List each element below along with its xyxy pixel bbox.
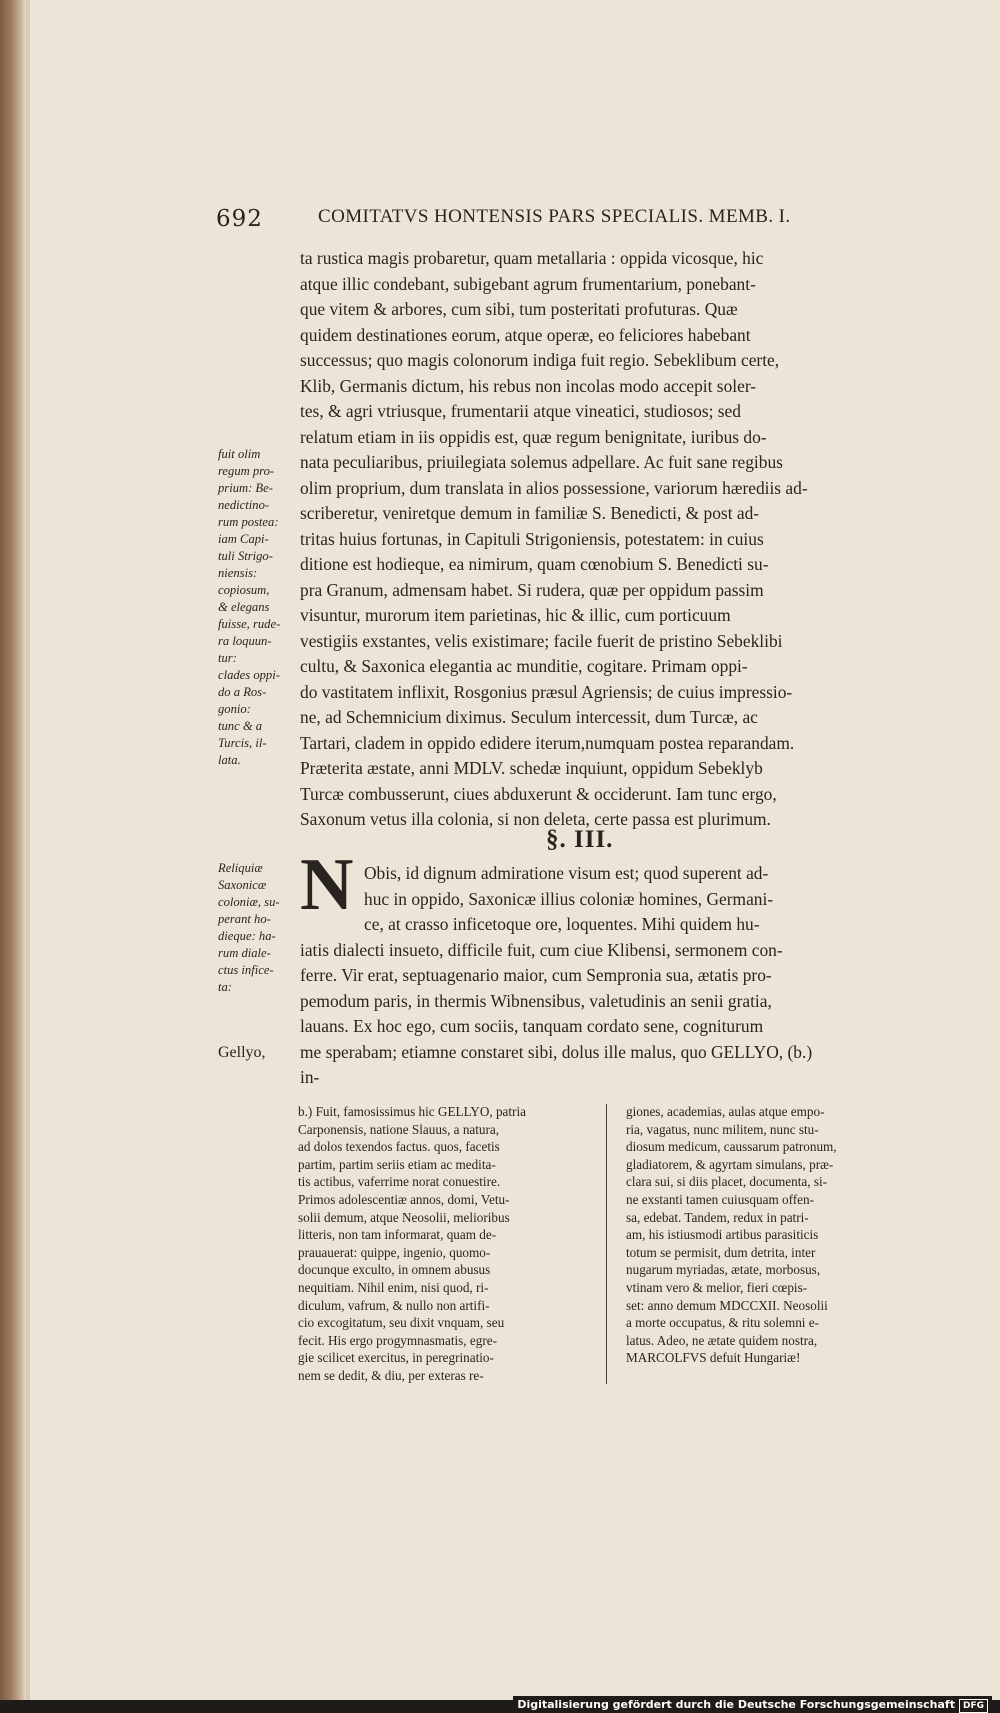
text-line: ta rustica magis probaretur, quam metallaria : oppida vicosque, hic <box>300 248 764 268</box>
text-line: scriberetur, veniretque demum in familiæ S. Benedicti, & post ad- <box>300 503 760 523</box>
page-number: 692 <box>216 206 263 232</box>
text-line: nedictino- <box>218 498 270 512</box>
text-line: a morte occupatus, & ritu solemni e- <box>626 1315 819 1331</box>
text-line: huc in oppido, Saxonicæ illius coloniæ homines, Germani- <box>364 888 774 909</box>
text-line: perant ho- <box>218 912 271 926</box>
text-line: iam Capi- <box>218 532 269 546</box>
text-line: prauauerat: quippe, ingenio, quomo- <box>298 1244 491 1260</box>
text-line: olim proprium, dum translata in alios possessione, variorum hærediis ad- <box>300 477 808 498</box>
text-line: lauans. Ex hoc ego, cum sociis, tanquam cordato sene, cogniturum <box>300 1016 764 1036</box>
text-line: Saxonum vetus illa colonia, si non deleta, certe passa est plurimum. <box>300 809 771 829</box>
text-line: atque illic condebant, subigebant agrum frumentarium, ponebant- <box>300 273 756 294</box>
drop-cap: N <box>300 844 354 926</box>
text-line: tes, & agri vtriusque, frumentarii atque vineatici, studiosos; sed <box>300 401 741 421</box>
dfg-logo: DFG <box>959 1699 988 1713</box>
text-line: visuntur, murorum item parietinas, hic & illic, cum porticuum <box>300 605 731 625</box>
text-line: tur: <box>218 651 237 665</box>
text-line: giones, academias, aulas atque empo- <box>626 1104 825 1119</box>
text-line: ta: <box>218 980 232 994</box>
text-line: vestigiis exstantes, velis existimare; facile fuerit de pristino Sebeklibi <box>300 630 783 651</box>
text-line: relatum etiam in iis oppidis est, quæ regum benignitate, iuribus do- <box>300 426 767 447</box>
text-line: nem se dedit, & diu, per exteras re- <box>298 1367 484 1383</box>
text-line: nata peculiaribus, priuilegiata solemus adpellare. Ac fuit sane regibus <box>300 452 783 472</box>
text-line: clara sui, si diis placet, documenta, si- <box>626 1174 828 1190</box>
text-line: ne exstanti tamen cuiusquam offen- <box>626 1191 814 1207</box>
text-line: totum se permisit, dum detrita, inter <box>626 1244 816 1260</box>
text-line: rum diale- <box>218 946 271 960</box>
book-spine <box>0 0 26 1700</box>
text-line: niensis: <box>218 566 258 580</box>
text-line: fecit. His ergo progymnasmatis, egre- <box>298 1332 497 1348</box>
text-line: diculum, vafrum, & nullo non artifi- <box>298 1297 490 1313</box>
text-line: MARCOLFVS defuit Hungariæ! <box>626 1350 801 1366</box>
main-text-block-2 <box>300 861 906 1091</box>
text-line: pemodum paris, in thermis Wibnensibus, valetudinis an senii gratia, <box>300 990 772 1011</box>
text-line: solii demum, atque Neosolii, melioribus <box>298 1209 510 1225</box>
main-text-block-1 <box>300 246 906 833</box>
text-line: rum postea: <box>218 515 279 529</box>
text-line: do vastitatem inflixit, Rosgonius præsul Agriensis; de cuius impressio- <box>300 681 793 702</box>
text-line: docunque exculto, in omnem abusus <box>298 1262 491 1278</box>
text-line: fuisse, rude- <box>218 617 281 631</box>
text-line: Turcis, il- <box>218 736 267 750</box>
text-line: sa, edebat. Tandem, redux in patri- <box>626 1209 809 1225</box>
text-line: gonio: <box>218 702 251 716</box>
text-line: dieque: ha- <box>218 929 276 943</box>
margin-note-3: Gellyo, <box>218 1044 266 1061</box>
text-line: am, his istiusmodi artibus parasiticis <box>626 1227 819 1243</box>
text-line: Obis, id dignum admiratione visum est; quod superent ad- <box>364 863 769 883</box>
text-line: clades oppi- <box>218 668 280 682</box>
text-line: Saxonicæ <box>218 878 267 892</box>
text-line: b.) Fuit, famosissimus hic GELLYO, patria <box>298 1104 526 1119</box>
footnote-left-column <box>298 1103 602 1385</box>
text-line: nequitiam. Nihil enim, nisi quod, ri- <box>298 1279 489 1295</box>
text-line: successus; quo magis colonorum indiga fuit regio. Sebeklibum certe, <box>300 350 780 370</box>
text-line: & elegans <box>218 600 270 614</box>
credit-text: Digitalisierung gefördert durch die Deutsche Forschungsgemeinschaft <box>517 1698 955 1711</box>
text-line: vtinam vero & melior, fieri cœpis- <box>626 1279 808 1295</box>
text-line: latus. Adeo, ne ætate quidem nostra, <box>626 1332 818 1348</box>
text-line: ferre. Vir erat, septuagenario maior, cum Sempronia sua, ætatis pro- <box>300 965 772 985</box>
digitization-credit <box>513 1696 992 1713</box>
text-line: quidem destinationes eorum, atque operæ, eo feliciores habebant <box>300 324 751 345</box>
text-line: do a Ros- <box>218 685 267 699</box>
footnote-right-column <box>626 1103 916 1367</box>
text-line: iatis dialecti insueto, difficile fuit, cum ciue Klibensi, sermonem con- <box>300 939 783 960</box>
text-line: copiosum, <box>218 583 270 597</box>
text-line: Primos adolescentiæ annos, domi, Vetu- <box>298 1191 510 1207</box>
text-line: prium: Be- <box>218 481 273 495</box>
text-line: partim, partim seriis etiam ac medita- <box>298 1156 496 1172</box>
text-line: ctus infice- <box>218 963 274 977</box>
text-line: ra loquun- <box>218 634 272 648</box>
text-line: Tartari, cladem in oppido edidere iterum,numquam postea reparandam. <box>300 732 795 753</box>
text-line: gie scilicet exercitus, in peregrinatio- <box>298 1350 494 1366</box>
text-line: tuli Strigo- <box>218 549 273 563</box>
text-line: set: anno demum MDCCXII. Neosolii <box>626 1297 828 1313</box>
page-edge <box>26 0 30 1700</box>
text-line: tritas huius fortunas, in Capituli Strigoniensis, potestatem: in cuius <box>300 528 764 549</box>
text-line: Klib, Germanis dictum, his rebus non incolas modo accepit soler- <box>300 375 757 396</box>
text-line: pra Granum, admensam habet. Si rudera, quæ per oppidum passim <box>300 579 764 600</box>
footnote-column-rule <box>606 1104 607 1384</box>
margin-note-1 <box>218 446 294 769</box>
section-heading: §. III. <box>546 826 614 853</box>
text-line: Reliquiæ <box>218 861 263 875</box>
text-line: lata. <box>218 753 241 767</box>
text-line: nugarum myriadas, ætate, morbosus, <box>626 1262 821 1278</box>
text-line: Carponensis, natione Slauus, a natura, <box>298 1121 500 1137</box>
text-line: ria, vagatus, nunc militem, nunc stu- <box>626 1121 819 1137</box>
margin-note-2 <box>218 860 294 996</box>
text-line: in- <box>300 1067 320 1087</box>
text-line: fuit olim <box>218 447 261 461</box>
text-line: Præterita æstate, anni MDLV. schedæ inquiunt, oppidum Sebeklyb <box>300 758 763 778</box>
text-line: me sperabam; etiamne constaret sibi, dolus ille malus, quo GELLYO, (b.) <box>300 1041 813 1062</box>
text-line: cultu, & Saxonica elegantia ac munditie, cogitare. Primam oppi- <box>300 656 748 676</box>
text-line: Turcæ combusserunt, ciues abduxerunt & occiderunt. Iam tunc ergo, <box>300 783 777 804</box>
text-line: diosum medicum, caussarum patronum, <box>626 1139 837 1155</box>
text-line: ad dolos texendos factus. quos, facetis <box>298 1139 500 1155</box>
text-line: cio excogitatum, seu dixit vnquam, seu <box>298 1315 505 1331</box>
text-line: ce, at crasso inficetoque ore, loquentes. Mihi quidem hu- <box>364 914 760 934</box>
running-title: COMITATVS HONTENSIS PARS SPECIALIS. MEMB. I. <box>318 206 791 227</box>
text-line: gladiatorem, & agyrtam simulans, præ- <box>626 1156 834 1172</box>
text-line: tis actibus, vaferrime norat conuestire. <box>298 1174 501 1190</box>
text-line: regum pro- <box>218 464 275 478</box>
text-line: litteris, non tam informarat, quam de- <box>298 1227 497 1243</box>
text-line: coloniæ, su- <box>218 895 280 909</box>
text-line: que vitem & arbores, cum sibi, tum posteritati profuturas. Quæ <box>300 299 738 319</box>
text-line: ditione est hodieque, ea nimirum, quam cœnobium S. Benedicti su- <box>300 554 769 574</box>
text-line: tunc & a <box>218 719 263 733</box>
text-line: ne, ad Schemnicium diximus. Seculum intercessit, dum Turcæ, ac <box>300 707 758 727</box>
